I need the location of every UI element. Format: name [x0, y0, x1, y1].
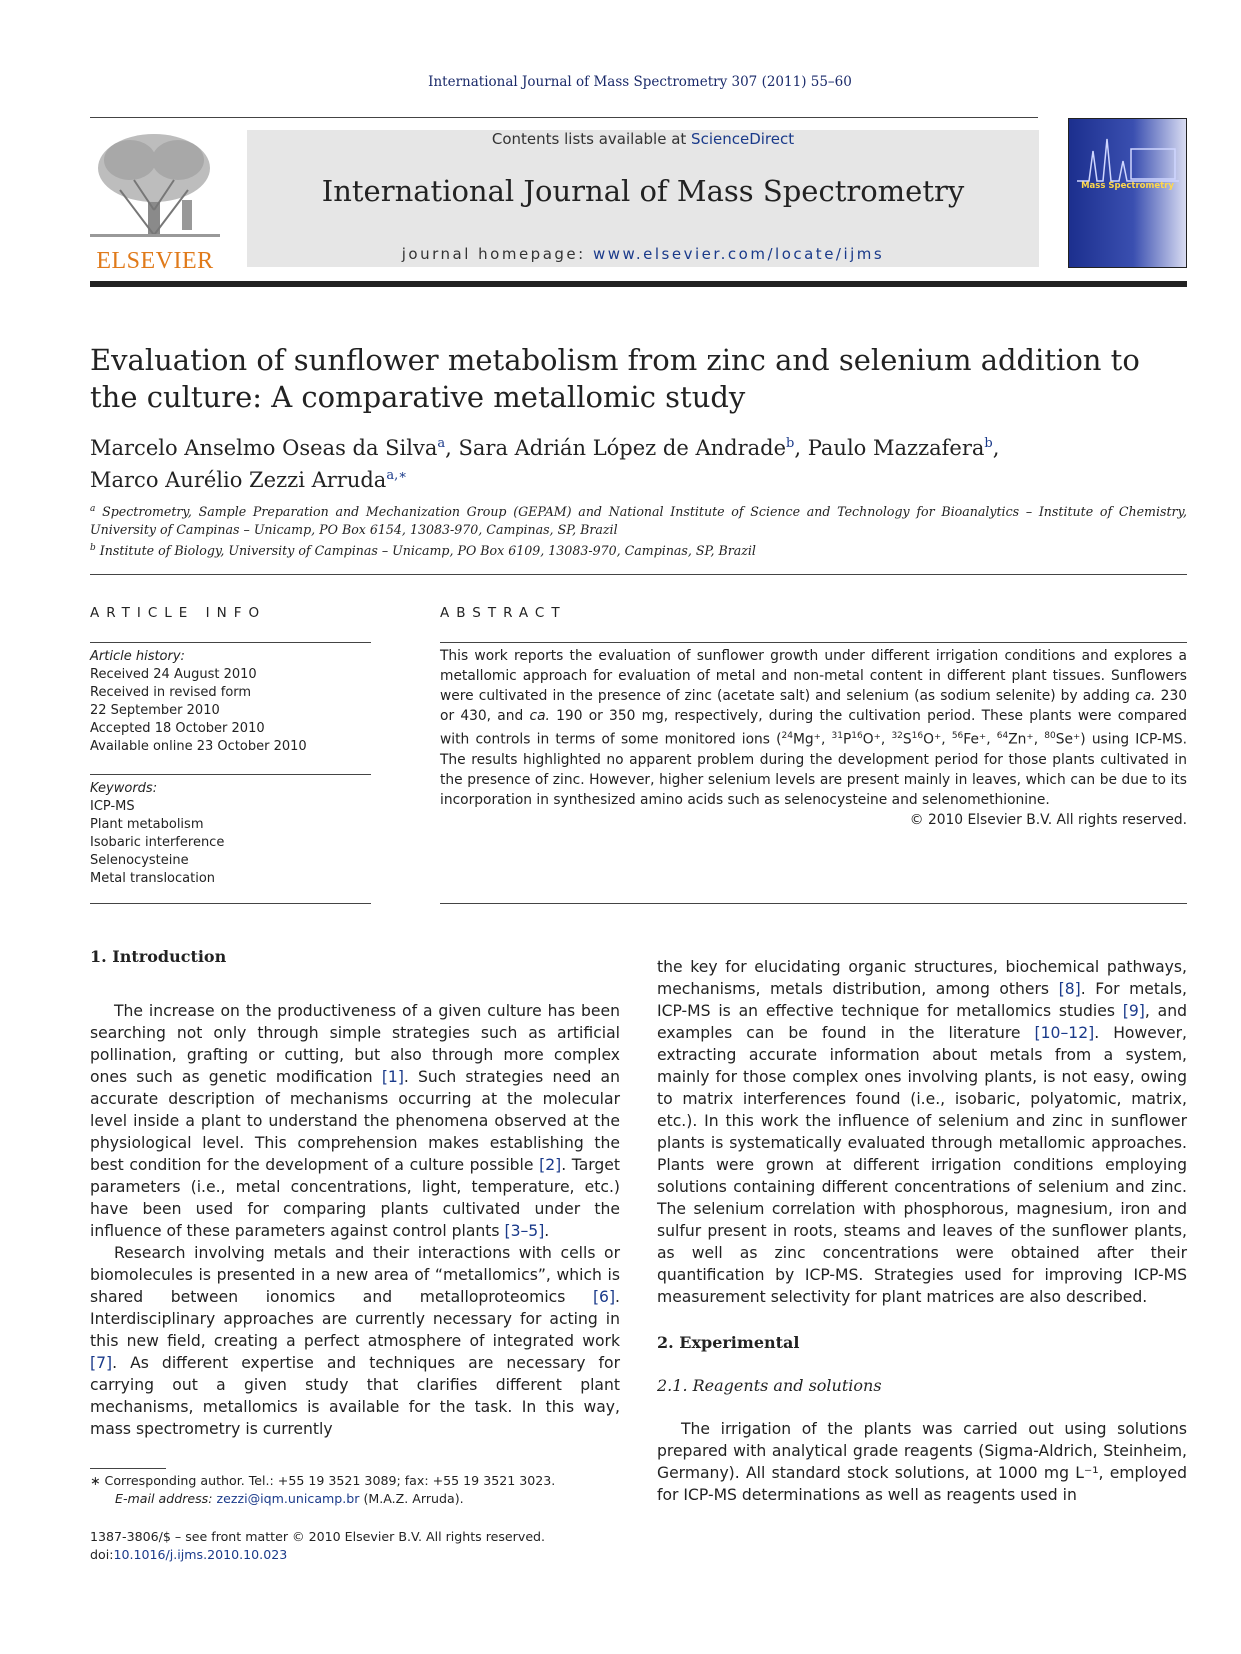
- header-thick-rule: [90, 281, 1187, 287]
- abstract-text: 230 or 430, and: [440, 688, 1187, 724]
- keyword-item: Plant metabolism: [90, 817, 204, 832]
- elsevier-wordmark: ELSEVIER: [96, 248, 214, 274]
- affiliations: [90, 500, 1187, 560]
- ion-symbol: Mg⁺,: [793, 731, 832, 748]
- citation-link[interactable]: [6]: [592, 1288, 616, 1306]
- isotope-mass: 56: [951, 731, 964, 741]
- isotope-mass: 80: [1044, 731, 1056, 741]
- body-right-column: [657, 956, 1187, 1308]
- abstract-body: [440, 646, 1187, 830]
- citation-link[interactable]: [7]: [90, 1354, 113, 1372]
- contents-line: [247, 130, 1039, 148]
- sciencedirect-link[interactable]: ScienceDirect: [691, 130, 795, 148]
- footnote: [90, 1472, 630, 1508]
- footnote-rule: [90, 1468, 166, 1469]
- citation-link[interactable]: [8]: [1058, 980, 1081, 998]
- author-name: Sara Adrián López de Andrade: [458, 436, 787, 460]
- email-link[interactable]: zezzi@iqm.unicamp.br: [216, 1491, 360, 1506]
- keyword-item: Selenocysteine: [90, 853, 189, 868]
- keywords: [90, 780, 380, 888]
- email-label: E-mail address:: [115, 1491, 217, 1506]
- author-separator: ,: [992, 436, 1000, 460]
- paper-title: Evaluation of sunflower metabolism from zinc and selenium addition to the culture: A comparative metallomic study: [90, 343, 1140, 414]
- body-text: . However, extracting accurate information about metals from a system, mainly for those complex ones involving plants, is not easy, owing to matrix interferences found (i.e., isobaric, polyatomic, matrix, etc.). In this work the influence of selenium and zinc in sunflower plants is systematically evaluated through metallomic approaches. Plants were grown at different irrigation conditions employing solutions containing different concentrations of selenium and zinc. The selenium correlation with phosphorous, magnesium, iron and sulfur present in roots, steams and leaves of the sunflower plants, as well as zinc concentrations were obtained after their quantification by ICP-MS. Strategies used for improving ICP-MS measurement selectivity for plant matrices are also described.: [657, 1024, 1188, 1306]
- section-heading-introduction: 1. Introduction: [90, 947, 227, 966]
- contents-prefix: Contents lists available at: [491, 130, 692, 148]
- body-text: . Target parameters (i.e., metal concentrations, light, temperature, etc.) have been used for comparing plants cultivated under the influence of these parameters against control plants: [90, 1156, 621, 1240]
- affiliation-b: [90, 539, 1187, 560]
- isotope-mass: 24: [781, 731, 793, 741]
- abstract-text: ca.: [529, 708, 550, 724]
- doi-link[interactable]: 10.1016/j.ijms.2010.10.023: [113, 1547, 288, 1562]
- citation-link[interactable]: [10–12]: [1034, 1024, 1095, 1042]
- article-info-rule: [90, 642, 371, 643]
- history-item: Accepted 18 October 2010: [90, 721, 265, 736]
- author-affiliation-mark[interactable]: b: [984, 436, 993, 451]
- journal-cover: [1068, 118, 1187, 268]
- history-item: Available online 23 October 2010: [90, 739, 307, 754]
- homepage-prefix: journal homepage:: [401, 245, 593, 263]
- body-text: . For metals, ICP-MS is an effective technique for metallomics studies: [657, 980, 1187, 1020]
- article-info-heading: ARTICLE INFO: [90, 605, 267, 621]
- keyword-item: Isobaric interference: [90, 835, 225, 850]
- issn-doi-block: [90, 1528, 650, 1564]
- ion-symbol: Se⁺: [1055, 731, 1081, 748]
- body-text: , and examples can be found in the literature: [657, 1002, 1187, 1042]
- article-info-bottom-rule: [90, 903, 371, 904]
- ion-symbol: S: [902, 731, 912, 748]
- ion-symbol: O⁺,: [862, 731, 892, 748]
- doi-line: [90, 1546, 650, 1564]
- body-left-column: [90, 1000, 620, 1440]
- history-item: 22 September 2010: [90, 703, 220, 718]
- keywords-rule: [90, 774, 371, 775]
- keywords-label: Keywords:: [90, 781, 158, 796]
- citation-link[interactable]: [9]: [1122, 1002, 1145, 1020]
- citation-link[interactable]: [1]: [381, 1068, 404, 1086]
- ion-symbol: Zn⁺,: [1008, 731, 1045, 748]
- body-text: the key for elucidating organic structures, biochemical pathways, mechanisms, metals distribution, among others: [657, 958, 1187, 998]
- keyword-item: ICP-MS: [90, 799, 135, 814]
- ion-symbol: O⁺,: [923, 731, 952, 748]
- abstract-rule: [440, 642, 1187, 643]
- email-suffix: (M.A.Z. Arruda).: [359, 1491, 464, 1506]
- ion-symbol: P: [842, 731, 852, 748]
- ion-symbol: Fe⁺,: [963, 731, 997, 748]
- isotope-mass: 16: [851, 731, 863, 741]
- body-text: Research involving metals and their interactions with cells or biomolecules is presented in a new area of “metallomics”, which is shared between ionomics and metalloproteomics: [90, 1244, 620, 1306]
- abstract-heading: ABSTRACT: [440, 605, 567, 621]
- author-name: Marcelo Anselmo Oseas da Silva: [90, 436, 438, 460]
- affiliation-text: Institute of Biology, University of Campinas – Unicamp, PO Box 6109, 13083-970, Campinas, SP, Brazil: [99, 543, 756, 559]
- paragraph: [657, 956, 1187, 1308]
- history-item: Received in revised form: [90, 685, 252, 700]
- author-affiliation-mark[interactable]: a: [437, 436, 446, 451]
- corresponding-author-note: ∗ Corresponding author. Tel.: +55 19 3521 3089; fax: +55 19 3521 3023.: [90, 1473, 556, 1488]
- subsection-heading-reagents: 2.1. Reagents and solutions: [657, 1376, 882, 1395]
- abstract-text: This work reports the evaluation of sunflower growth under different irrigation conditions and explores a metallomic approach for evaluation of metal and non-metal content in different plant tissues. Sunflowers were cultivated in the presence of zinc (acetate salt) and selenium (as sodium selenite) by adding: [440, 648, 1187, 704]
- abstract-text: 190 or 350 mg, respectively, during the cultivation period. These plants were compared with controls in terms of some monitored ions (: [440, 708, 1187, 748]
- homepage-line: [247, 245, 1039, 263]
- cover-title: Mass Spectrometry: [1081, 181, 1174, 191]
- journal-banner: [247, 130, 1039, 267]
- author-affiliation-mark[interactable]: a,∗: [386, 468, 408, 483]
- author-separator: ,: [445, 436, 459, 460]
- isotope-mass: 64: [996, 731, 1009, 741]
- article-history: [90, 648, 380, 756]
- isotope-mass: 31: [831, 731, 843, 741]
- email-line: [90, 1490, 630, 1508]
- author-affiliation-mark[interactable]: b: [786, 436, 795, 451]
- affiliation-text: Spectrometry, Sample Preparation and Mechanization Group (GEPAM) and National Institute of Science and Technology for Bioanalytics – Institute of Chemistry, University of Campinas – Unicamp, PO Box 6154, 13083-970, Campinas, SP, Brazil: [90, 504, 1187, 538]
- keyword-item: Metal translocation: [90, 871, 216, 886]
- abstract-text: ca.: [1135, 688, 1156, 704]
- body-text: . Interdisciplinary approaches are currently necessary for acting in this new field, creating a perfect atmosphere of integrated work: [90, 1288, 620, 1350]
- author-name: Paulo Mazzafera: [807, 436, 985, 460]
- history-label: Article history:: [90, 649, 185, 664]
- author-name: Marco Aurélio Zezzi Arruda: [90, 468, 387, 492]
- history-item: Received 24 August 2010: [90, 667, 257, 682]
- paragraph: The increase on the productiveness of a given culture has been searching not only through simple strategies such as artificial pollination, grafting or cutting, but also through more complex ones such as genetic modification [1]. Such strategies need an accurate description of mechanisms occurring at the molecular level inside a plant to understand the phenomena observed at the physiological level. This comprehension makes establishing the best condition for the development of a culture possible [2]. Target parameters (i.e., metal concentrations, light, temperature, etc.) have been used for comparing plants cultivated under the influence of these parameters against control plants [3–5].: [90, 1002, 621, 1240]
- header-rule: [90, 117, 1038, 118]
- affiliation-a: [90, 500, 1187, 539]
- body-text: . Such strategies need an accurate description of mechanisms occurring at the molecular level inside a plant to understand the phenomena observed at the physiological level. This comprehension makes establishing the best condition for the development of a culture possible: [90, 1068, 620, 1174]
- tree-icon: [90, 130, 220, 242]
- doi-label: doi:: [90, 1547, 114, 1562]
- isotope-mass: 16: [911, 731, 924, 741]
- section-heading-experimental: 2. Experimental: [657, 1333, 800, 1352]
- journal-title: International Journal of Mass Spectrometry: [321, 174, 965, 208]
- affiliation-mark: a: [90, 504, 96, 514]
- citation-link[interactable]: [2]: [539, 1156, 562, 1174]
- paragraph: The irrigation of the plants was carried out using solutions prepared with analytical grade reagents (Sigma-Aldrich, Steinheim, Germany). All standard stock solutions, at 1000 mg L⁻¹, employed for ICP-MS determinations as well as reagents used in: [657, 1420, 1187, 1504]
- homepage-link[interactable]: www.elsevier.com/locate/ijms: [592, 245, 885, 263]
- body-text: . As different expertise and techniques are necessary for carrying out a given study that clarifies different plant mechanisms, metallomics is available for the task. In this way, mass spectrometry is currently: [90, 1354, 620, 1438]
- body-right-column-continued: [657, 1418, 1187, 1506]
- issn-line: 1387-3806/$ – see front matter © 2010 Elsevier B.V. All rights reserved.: [90, 1529, 546, 1544]
- abstract-copyright: © 2010 Elsevier B.V. All rights reserved.: [909, 811, 1187, 828]
- isotope-mass: 32: [891, 731, 903, 741]
- author-list: [90, 430, 1180, 494]
- paragraph: [90, 1242, 620, 1440]
- elsevier-logo: [90, 130, 220, 275]
- citation-link[interactable]: [3–5]: [504, 1222, 545, 1240]
- journal-reference[interactable]: International Journal of Mass Spectrometry 307 (2011) 55–60: [428, 74, 852, 90]
- section-rule: [90, 574, 1187, 575]
- author-separator: ,: [794, 436, 808, 460]
- affiliation-mark: b: [90, 543, 96, 554]
- body-text: The increase on the productiveness of a given culture has been searching not only through simple strategies such as artificial pollination, grafting or cutting, but also through more complex ones such as genetic modification: [90, 1002, 620, 1086]
- abstract-bottom-rule: [440, 903, 1187, 904]
- abstract-text: ) using ICP-MS. The results highlighted no apparent problem during the development period for those plants cultivated in the presence of zinc. However, higher selenium levels are present mainly in leaves, which can be due to its incorporation in synthesized amino acids such as selenocysteine and selenomethionine.: [440, 731, 1187, 808]
